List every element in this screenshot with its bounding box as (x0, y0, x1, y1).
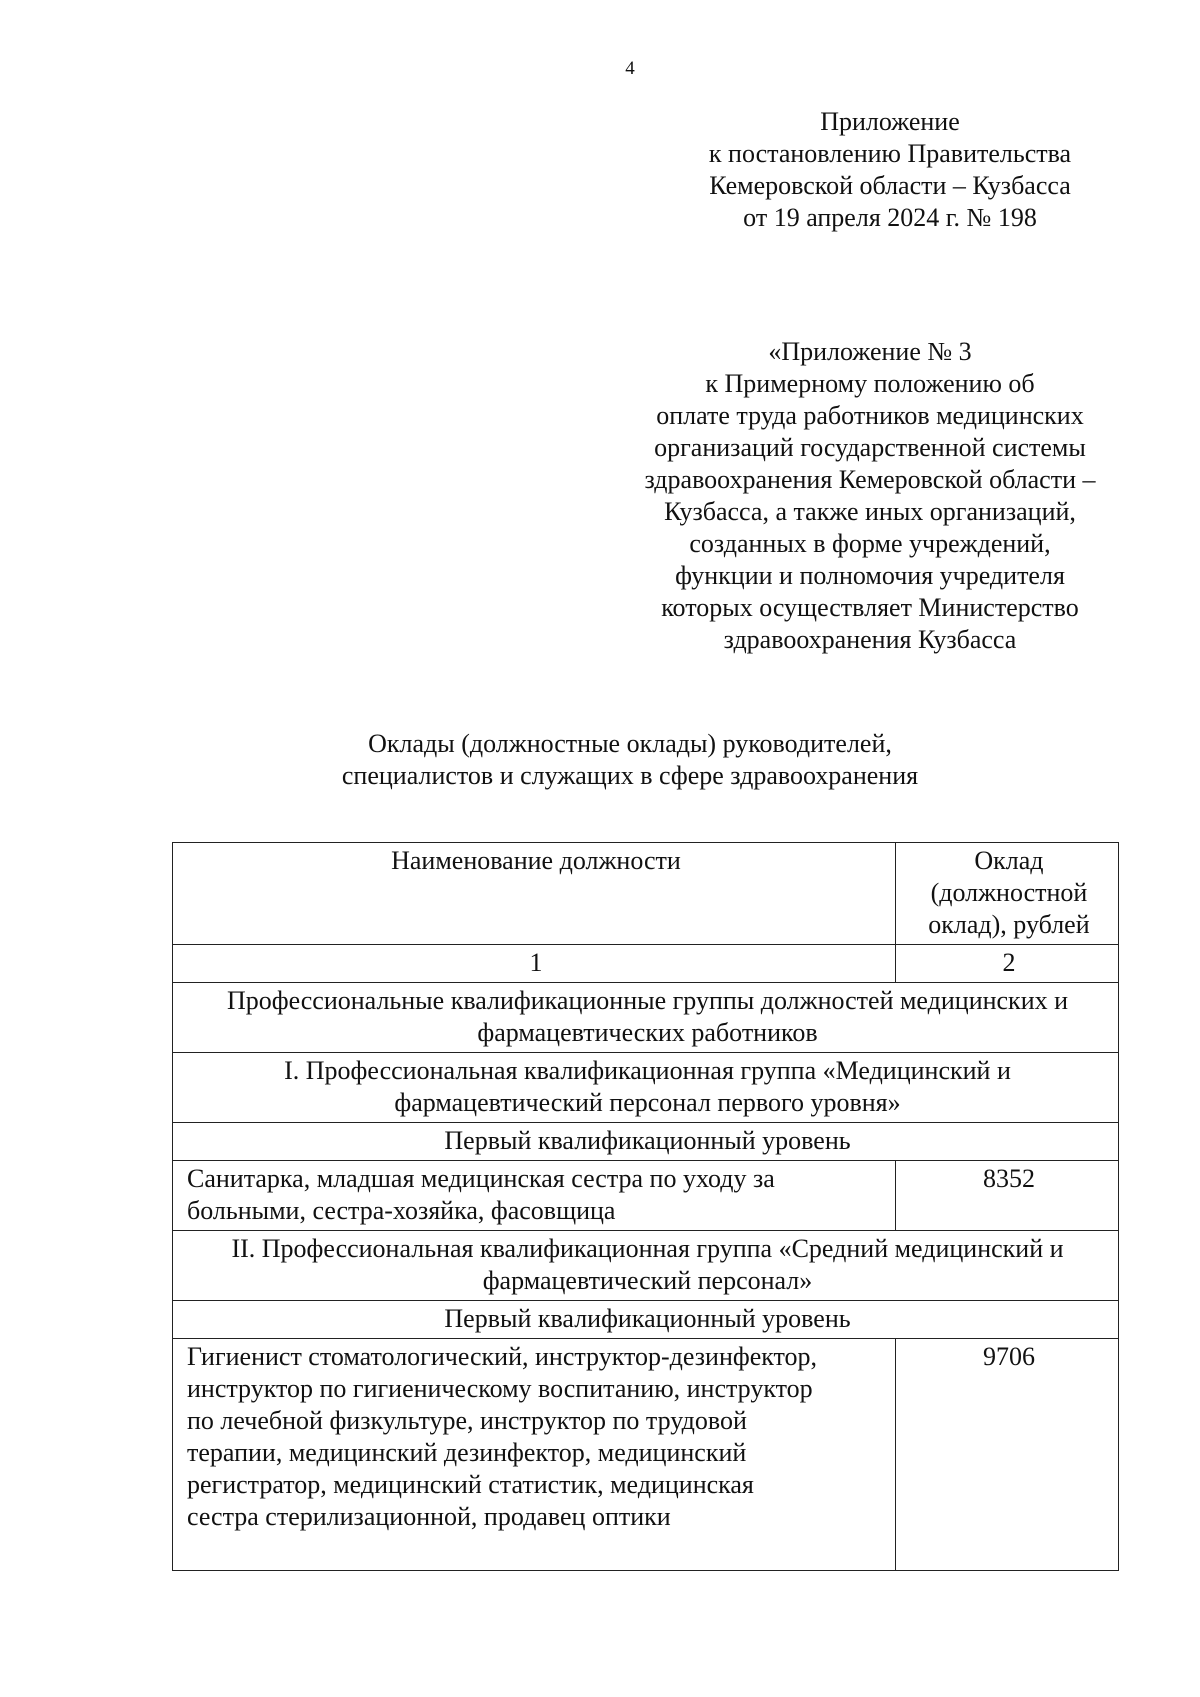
appendix-line: здравоохранения Кузбасса (723, 625, 1017, 654)
column-number-row (173, 945, 1119, 983)
document-title (160, 728, 1100, 792)
header-salary (895, 843, 1118, 945)
position-name (173, 1339, 896, 1571)
appendix-line: которых осуществляет Министерство (661, 593, 1079, 622)
appendix-line: созданных в форме учреждений, (689, 529, 1051, 558)
salary-table (172, 842, 1119, 1571)
attachment-line: от 19 апреля 2024 г. № 198 (743, 203, 1037, 232)
group-title-line: фармацевтический персонал первого уровня» (394, 1088, 901, 1117)
section-title-row (173, 983, 1119, 1053)
level-row (173, 1123, 1119, 1161)
title-line: специалистов и служащих в сфере здравоохранения (341, 761, 919, 790)
table-row (173, 1161, 1119, 1231)
section-title-line: фармацевтических работников (477, 1018, 818, 1047)
header-salary-line: оклад), рублей (928, 910, 1090, 939)
column-number: 1 (173, 945, 896, 983)
position-name-line: больными, сестра-хозяйка, фасовщица (187, 1196, 616, 1225)
position-name-line: Санитарка, младшая медицинская сестра по уходу за (187, 1164, 775, 1193)
position-name-line: регистратор, медицинский статистик, медицинская (187, 1470, 754, 1499)
table-row (173, 1339, 1119, 1571)
group-title-line: II. Профессиональная квалификационная группа «Средний медицинский и (231, 1234, 1064, 1263)
group-title-row (173, 1231, 1119, 1301)
group-title-row (173, 1053, 1119, 1123)
table-header-row (173, 843, 1119, 945)
section-title-line: Профессиональные квалификационные группы должностей медицинских и (226, 986, 1069, 1015)
page-number: 4 (625, 58, 635, 79)
attachment-line: к постановлению Правительства (708, 139, 1072, 168)
appendix-header (590, 336, 1150, 656)
appendix-line: Кузбасса, а также иных организаций, (664, 497, 1076, 526)
column-number: 2 (895, 945, 1118, 983)
section-title (173, 983, 1119, 1053)
title-line: Оклады (должностные оклады) руководителей, (368, 729, 892, 758)
appendix-line: к Примерному положению об (705, 369, 1035, 398)
position-name-line: по лечебной физкультуре, инструктор по трудовой (187, 1406, 747, 1435)
salary-value: 9706 (895, 1339, 1118, 1571)
header-salary-line: (должностной (930, 878, 1088, 907)
group-title (173, 1053, 1119, 1123)
attachment-line: Приложение (820, 107, 960, 136)
level-row (173, 1301, 1119, 1339)
qualification-level: Первый квалификационный уровень (173, 1123, 1119, 1161)
appendix-line: организаций государственной системы (654, 433, 1086, 462)
position-name-line: терапии, медицинский дезинфектор, медицинский (187, 1438, 747, 1467)
appendix-line: функции и полномочия учредителя (675, 561, 1065, 590)
group-title-line: фармацевтический персонал» (482, 1266, 813, 1295)
position-name-line: Гигиенист стоматологический, инструктор-дезинфектор, (187, 1342, 818, 1371)
header-salary-line: Оклад (974, 846, 1044, 875)
appendix-line: здравоохранения Кемеровской области – (644, 465, 1096, 494)
attachment-header (620, 106, 1160, 234)
appendix-line: «Приложение № 3 (768, 337, 972, 366)
group-title (173, 1231, 1119, 1301)
position-name (173, 1161, 896, 1231)
salary-value: 8352 (895, 1161, 1118, 1231)
position-name-line: инструктор по гигиеническому воспитанию, инструктор (187, 1374, 813, 1403)
appendix-line: оплате труда работников медицинских (656, 401, 1084, 430)
group-title-line: I. Профессиональная квалификационная группа «Медицинский и (284, 1056, 1011, 1085)
qualification-level: Первый квалификационный уровень (173, 1301, 1119, 1339)
attachment-line: Кемеровской области – Кузбасса (709, 171, 1071, 200)
position-name-line: сестра стерилизационной, продавец оптики (187, 1502, 671, 1531)
header-position-name: Наименование должности (173, 843, 896, 945)
